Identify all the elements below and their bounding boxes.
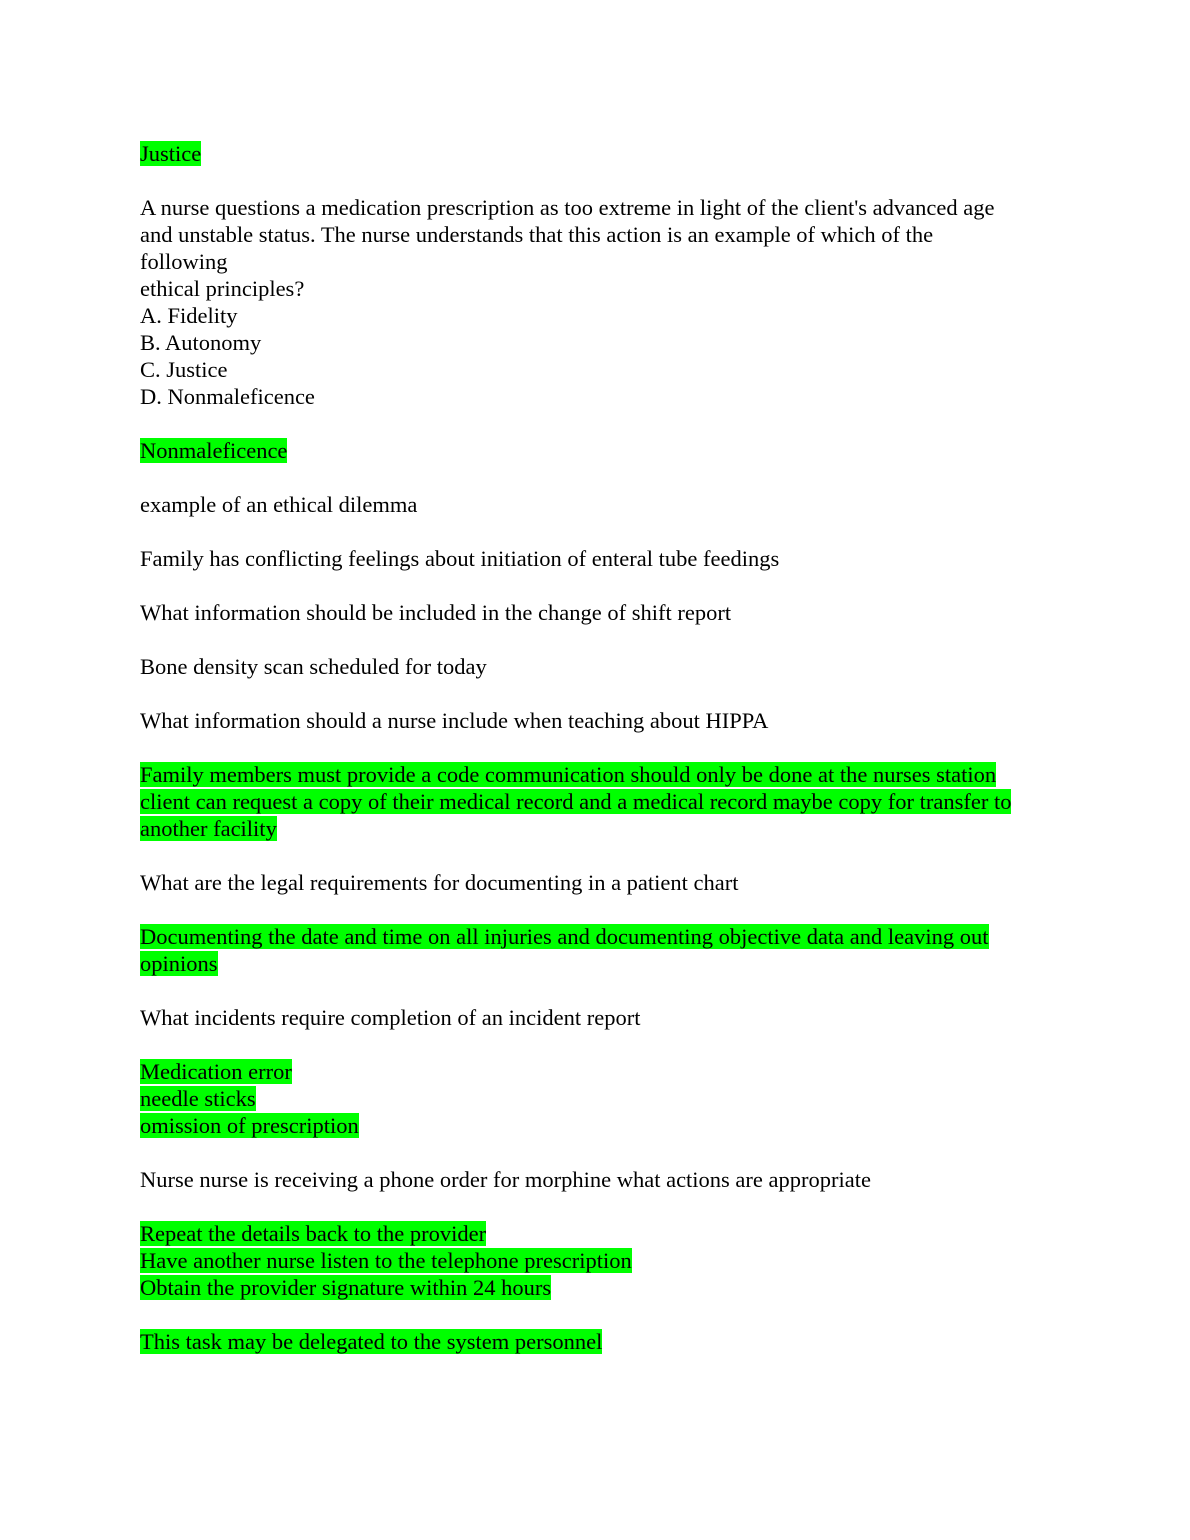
- question-legal-documentation: [140, 869, 1050, 896]
- question-text: example of an ethical dilemma: [140, 492, 418, 517]
- highlighted-text: omission of prescription: [140, 1113, 359, 1138]
- answer-delegation: [140, 1328, 1050, 1355]
- answer-incident-report: [140, 1058, 1050, 1139]
- highlighted-text: another facility: [140, 816, 277, 841]
- option-d: D. Nonmaleficence: [140, 384, 315, 409]
- question-phone-order: [140, 1166, 1050, 1193]
- option-a: A. Fidelity: [140, 303, 238, 328]
- question-ethical-dilemma: [140, 491, 1050, 518]
- highlighted-text: client can request a copy of their medical record and a medical record maybe copy for transfer to: [140, 789, 1012, 814]
- highlighted-text: Have another nurse listen to the telephone prescription: [140, 1248, 632, 1273]
- answer-justice: [140, 140, 1050, 167]
- highlighted-text: Family members must provide a code communication should only be done at the nurses station: [140, 762, 997, 787]
- question-text: Nurse nurse is receiving a phone order for morphine what actions are appropriate: [140, 1167, 871, 1192]
- question-text: and unstable status. The nurse understands that this action is an example of which of the: [140, 222, 934, 247]
- answer-legal-documentation: [140, 923, 1050, 977]
- highlighted-text: opinions: [140, 951, 218, 976]
- highlighted-text: Obtain the provider signature within 24 hours: [140, 1275, 552, 1300]
- question-text: What information should a nurse include when teaching about HIPPA: [140, 708, 769, 733]
- option-b: B. Autonomy: [140, 330, 262, 355]
- answer-hippa: [140, 761, 1050, 842]
- answer-text: Bone density scan scheduled for today: [140, 654, 487, 679]
- question-text: following: [140, 249, 228, 274]
- answer-nonmaleficence: [140, 437, 1050, 464]
- answer-text: Family has conflicting feelings about initiation of enteral tube feedings: [140, 546, 780, 571]
- question-text: What are the legal requirements for documenting in a patient chart: [140, 870, 739, 895]
- answer-phone-order: [140, 1220, 1050, 1301]
- question-shift-report: [140, 599, 1050, 626]
- highlighted-text: needle sticks: [140, 1086, 256, 1111]
- question-text: A nurse questions a medication prescription as too extreme in light of the client's advanced age: [140, 195, 995, 220]
- answer-ethical-dilemma: [140, 545, 1050, 572]
- highlighted-text: Nonmaleficence: [140, 438, 288, 463]
- highlighted-text: This task may be delegated to the system personnel: [140, 1329, 603, 1354]
- highlighted-text: Documenting the date and time on all injuries and documenting objective data and leaving out: [140, 924, 989, 949]
- option-c: C. Justice: [140, 357, 228, 382]
- question-ethical-principles: [140, 194, 1050, 410]
- answer-shift-report: [140, 653, 1050, 680]
- question-incident-report: [140, 1004, 1050, 1031]
- highlighted-text: Medication error: [140, 1059, 292, 1084]
- highlighted-text: Justice: [140, 141, 202, 166]
- question-text: ethical principles?: [140, 276, 305, 301]
- question-text: What information should be included in the change of shift report: [140, 600, 732, 625]
- highlighted-text: Repeat the details back to the provider: [140, 1221, 487, 1246]
- question-hippa: [140, 707, 1050, 734]
- question-text: What incidents require completion of an incident report: [140, 1005, 641, 1030]
